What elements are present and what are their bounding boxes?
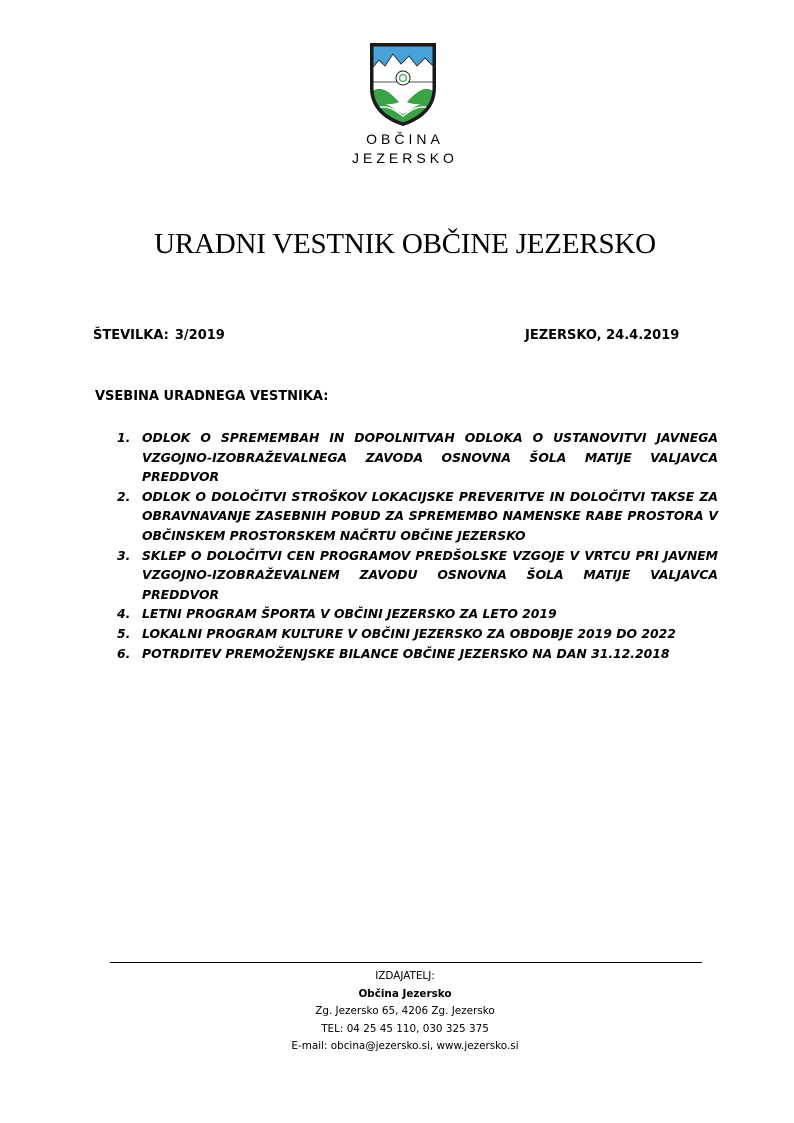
issue-number-value: 3/2019 [174, 328, 225, 343]
contents-heading: VSEBINA URADNEGA VESTNIKA: [95, 389, 329, 404]
place-date: JEZERSKO, 24.4.2019 [525, 328, 680, 343]
contents-list [117, 428, 718, 663]
list-item-text: LETNI PROGRAM ŠPORTA V OBČINI JEZERSKO ZA LETO 2019 [142, 606, 557, 622]
publisher-address: Zg. Jezersko 65, 4206 Zg. Jezersko [315, 1005, 495, 1017]
list-item [117, 487, 718, 546]
publisher-name: Občina Jezersko [358, 987, 452, 1000]
publisher-phone: TEL: 04 25 45 110, 030 325 375 [321, 1022, 489, 1035]
list-item-number: 4. [117, 606, 131, 622]
footer-divider [110, 962, 702, 963]
list-item [117, 428, 718, 487]
issue-number-label: ŠTEVILKA: [93, 328, 169, 343]
list-item-number: 1. [117, 430, 131, 445]
list-item-number: 2. [117, 488, 131, 504]
list-item [117, 604, 718, 624]
list-item-number: 3. [117, 547, 131, 563]
publisher-label: IZDAJATELJ: [375, 970, 435, 982]
list-item [117, 546, 718, 605]
list-item [117, 624, 718, 644]
municipality-name-line2: JEZERSKO [352, 150, 458, 166]
document-title: URADNI VESTNIK OBČINE JEZERSKO [154, 228, 656, 260]
list-item-text: ODLOK O SPREMEMBAH IN DOPOLNITVAH ODLOKA O USTANOVITVI JAVNEGA VZGOJNO-IZOBRAŽEVALNEGA ZAVODA OSNOVNA ŠOLA MATIJE VALJAVCA PREDDVOR [142, 430, 718, 485]
list-item-text: ODLOK O DOLOČITVI STROŠKOV LOKACIJSKE PREVERITVE IN DOLOČITVI TAKSE ZA OBRAVNAVANJE ZASEBNIH POBUD ZA SPREMEMBO NAMENSKE RABE PROSTORA V OBČINSKEM PROSTORSKEM NAČRTU OBČINE JEZERSKO [142, 488, 718, 543]
list-item-number: 5. [117, 625, 131, 641]
list-item [117, 644, 718, 664]
list-item-text: LOKALNI PROGRAM KULTURE V OBČINI JEZERSKO ZA OBDOBJE 2019 DO 2022 [142, 625, 676, 641]
issue-number [93, 328, 225, 343]
list-item-number: 6. [117, 645, 131, 661]
municipality-name-line1: OBČINA [366, 131, 444, 147]
publisher-info [0, 968, 794, 1056]
municipal-coat-of-arms-icon [369, 42, 437, 126]
publisher-contact: E-mail: obcina@jezersko.si, www.jezersko.si [291, 1040, 519, 1052]
list-item-text: POTRDITEV PREMOŽENJSKE BILANCE OBČINE JEZERSKO NA DAN 31.12.2018 [142, 645, 670, 661]
list-item-text: SKLEP O DOLOČITVI CEN PROGRAMOV PREDŠOLSKE VZGOJE V VRTCU PRI JAVNEM VZGOJNO-IZOBRAŽEVALNEM ZAVODU OSNOVNA ŠOLA MATIJE VALJAVCA PREDDVOR [142, 547, 718, 602]
